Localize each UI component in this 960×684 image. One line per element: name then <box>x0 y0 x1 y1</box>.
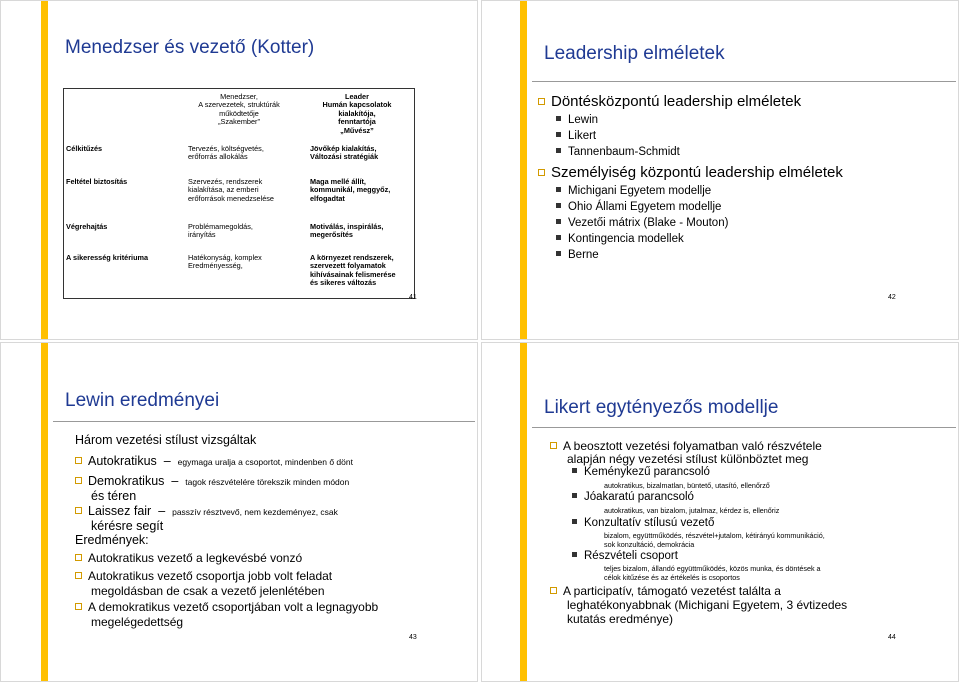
style-desc: bizalom, együttműködés, részvétel+jutalom, kétirányú kommunikáció, <box>604 531 825 540</box>
row-label-feltetel: Feltétel biztosítás <box>66 177 128 186</box>
leader-cell: Maga mellé állít, kommunikál, meggyőz, elfogadtat <box>310 177 391 203</box>
square-bullet-icon <box>538 169 545 176</box>
square-bullet-icon <box>75 477 82 484</box>
filled-square-bullet-icon <box>556 219 561 224</box>
result-item-cont: megoldásban de csak a vezető jelenlétében <box>91 584 325 598</box>
slide-44 <box>481 342 959 682</box>
list-item: Michigani Egyetem modellje <box>556 185 711 197</box>
accent-bar <box>41 343 48 681</box>
filled-square-bullet-icon <box>572 519 577 524</box>
style-desc: teljes bizalom, állandó együttműködés, közös munka, és döntések a <box>604 564 821 573</box>
square-bullet-icon <box>550 442 557 449</box>
square-bullet-icon <box>75 507 82 514</box>
outro-text-cont: leghatékonyabbnak (Michigani Egyetem, 3 évtizedes <box>567 598 848 612</box>
filled-square-bullet-icon <box>572 493 577 498</box>
group-heading: Döntésközpontú leadership elméletek <box>538 93 801 110</box>
slide-title: Lewin eredményei <box>65 390 220 411</box>
style-desc: célok kitűzése és az értékelés is csoportos <box>604 573 740 582</box>
accent-bar <box>520 343 527 681</box>
leader-cell: Motiválás, inspirálás, megerősítés <box>310 222 384 240</box>
style-desc-cont: és téren <box>91 489 137 503</box>
square-bullet-icon <box>75 603 82 610</box>
slide-41 <box>0 0 478 340</box>
intro-text: Három vezetési stílust vizsgáltak <box>75 433 257 447</box>
style-item: Demokratikus – tagok részvételére törekszik minden módon <box>75 474 349 488</box>
filled-square-bullet-icon <box>556 203 561 208</box>
title-divider <box>532 427 956 428</box>
group-heading: Személyiség központú leadership elméletek <box>538 164 843 181</box>
manager-cell: Szervezés, rendszerek kialakítása, az emberi erőforrások menedzselése <box>188 177 274 203</box>
filled-square-bullet-icon <box>572 468 577 473</box>
page-number: 41 <box>409 294 417 301</box>
kotter-table <box>63 88 415 299</box>
list-item: Tannenbaum-Schmidt <box>556 146 680 158</box>
results-label: Eredmények: <box>75 533 149 547</box>
manager-header: Menedzser, A szervezetek, struktúrák működtetője „Szakember” <box>198 92 280 127</box>
row-label-celkituzes: Célkitűzés <box>66 144 103 153</box>
list-item: Berne <box>556 249 599 261</box>
outro-text-cont: kutatás eredménye) <box>567 612 674 626</box>
style-item: Keménykezű parancsoló <box>572 466 710 478</box>
page-number: 42 <box>888 294 896 301</box>
style-desc: autokratikus, van bizalom, jutalmaz, kérdez is, ellenőriz <box>604 506 780 515</box>
intro-text: A beosztott vezetési folyamatban való részvétele <box>550 439 822 453</box>
title-divider <box>532 81 956 82</box>
filled-square-bullet-icon <box>572 552 577 557</box>
page-number: 44 <box>888 634 896 641</box>
slide-title: Likert egytényezős modellje <box>544 397 779 418</box>
square-bullet-icon <box>550 587 557 594</box>
result-item-cont: megelégedettség <box>91 615 184 629</box>
list-item: Kontingencia modellek <box>556 233 684 245</box>
outro-text: A participatív, támogató vezetést találta a <box>550 584 781 598</box>
slide-title: Menedzser és vezető (Kotter) <box>65 37 315 58</box>
title-divider <box>53 421 475 422</box>
list-item: Ohio Állami Egyetem modellje <box>556 201 721 213</box>
style-desc-cont: kérésre segít <box>91 519 164 533</box>
square-bullet-icon <box>75 457 82 464</box>
slide-42 <box>481 0 959 340</box>
filled-square-bullet-icon <box>556 116 561 121</box>
filled-square-bullet-icon <box>556 148 561 153</box>
filled-square-bullet-icon <box>556 251 561 256</box>
result-item: A demokratikus vezető csoportjában volt a legnagyobb <box>75 600 378 614</box>
list-item: Likert <box>556 130 596 142</box>
slide-43 <box>0 342 478 682</box>
square-bullet-icon <box>75 554 82 561</box>
intro-text-cont: alapján négy vezetési stílust különböztet meg <box>567 452 809 466</box>
filled-square-bullet-icon <box>556 235 561 240</box>
style-item: Részvételi csoport <box>572 550 678 562</box>
slide-title: Leadership elméletek <box>544 43 725 64</box>
style-item: Autokratikus – egymaga uralja a csoportot, mindenben ő dönt <box>75 454 353 468</box>
style-desc: autokratikus, bizalmatlan, büntető, utasító, ellenőrző <box>604 481 770 490</box>
square-bullet-icon <box>538 98 545 105</box>
leader-header: Leader Humán kapcsolatok kialakítója, fenntartója „Művész” <box>322 92 392 135</box>
result-item: Autokratikus vezető a legkevésbé vonzó <box>75 551 302 565</box>
style-item: Laissez fair – passzív résztvevő, nem kezdeményez, csak <box>75 504 338 518</box>
page-number: 43 <box>409 634 417 641</box>
style-item: Konzultatív stílusú vezető <box>572 517 714 529</box>
square-bullet-icon <box>75 572 82 579</box>
leader-cell: Jövőkép kialakítás, Változási stratégiák <box>310 144 379 162</box>
style-item: Jóakaratú parancsoló <box>572 491 694 503</box>
accent-bar <box>41 1 48 339</box>
filled-square-bullet-icon <box>556 132 561 137</box>
manager-cell: Problémamegoldás, irányítás <box>188 222 253 240</box>
filled-square-bullet-icon <box>556 187 561 192</box>
leader-cell: A környezet rendszerek, szervezett folyamatok kihívásainak felismerése és sikeres változás <box>310 253 396 288</box>
manager-cell: Hatékonyság, komplex Eredményesség, <box>188 253 262 271</box>
list-item: Lewin <box>556 114 598 126</box>
list-item: Vezetői mátrix (Blake - Mouton) <box>556 217 728 229</box>
result-item: Autokratikus vezető csoportja jobb volt feladat <box>75 569 332 583</box>
style-desc: sok konzultáció, demokrácia <box>604 540 695 549</box>
accent-bar <box>520 1 527 339</box>
manager-cell: Tervezés, költségvetés, erőforrás allokálás <box>188 144 264 162</box>
row-label-vegrehajtas: Végrehajtás <box>66 222 108 231</box>
row-label-sikeresseg: A sikeresség kritériuma <box>66 253 149 262</box>
